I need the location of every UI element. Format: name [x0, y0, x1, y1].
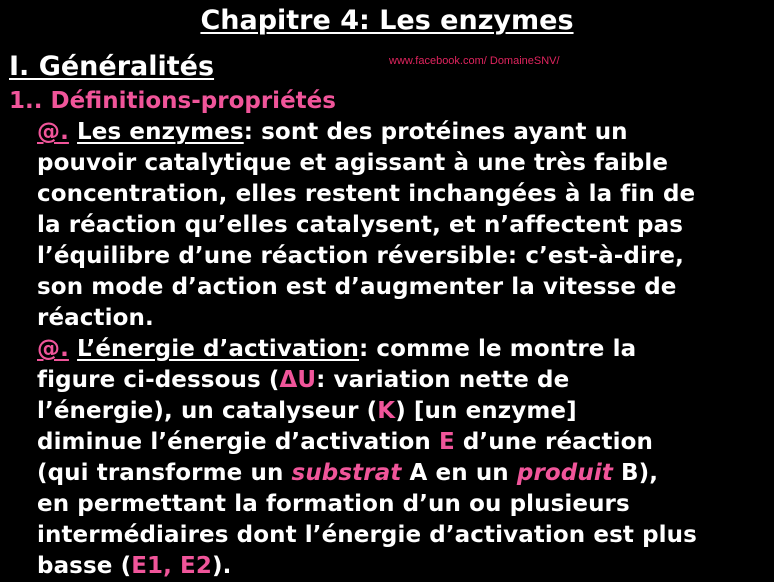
line-text: basse (	[37, 553, 132, 579]
line-text: (qui transforme un	[37, 460, 292, 486]
paragraph-line	[37, 458, 772, 489]
chapter-title-text: Chapitre 4: Les enzymes	[200, 5, 574, 36]
section-heading: I. Généralités	[9, 51, 215, 82]
substrat-term: substrat	[291, 460, 402, 486]
paragraph-line	[37, 551, 772, 582]
paragraph-line	[37, 396, 772, 427]
enzymes-definition-paragraph	[37, 117, 772, 334]
line-text: en un	[427, 460, 517, 486]
product-b-symbol: B	[612, 460, 639, 486]
paragraph-line	[37, 117, 772, 148]
delta-u-symbol: ΔU	[279, 367, 317, 393]
term-activation-energy: L’énergie d’activation	[77, 336, 360, 362]
line-text: : sont des protéines ayant un	[243, 119, 628, 145]
facebook-watermark: www.facebook.com/ DomaineSNV/	[389, 55, 560, 67]
paragraph-line	[37, 427, 772, 458]
catalyst-k-symbol: K	[377, 398, 396, 424]
produit-term: produit	[516, 460, 613, 486]
line-text: ) [un enzyme]	[395, 398, 577, 424]
paragraph-line	[37, 365, 772, 396]
e1-e2-symbols: E1, E2	[131, 553, 212, 579]
activation-energy-paragraph	[37, 334, 772, 582]
chapter-title	[0, 4, 774, 38]
paragraph-line: son mode d’action est d’augmenter la vitesse de	[37, 274, 677, 300]
paragraph-line: concentration, elles restent inchangées à la fin de	[37, 181, 696, 207]
substrate-a-symbol: A	[401, 460, 428, 486]
line-text: diminue l’énergie d’activation	[37, 429, 439, 455]
paragraph-line: pouvoir catalytique et agissant à une très faible	[37, 150, 669, 176]
paragraph-line: en permettant la formation d’un ou plusieurs	[37, 491, 630, 517]
bullet-marker: @.	[37, 119, 69, 145]
line-text: : comme le montre la	[359, 336, 637, 362]
term-enzymes: Les enzymes	[77, 119, 244, 145]
subsection-heading: 1.. Définitions-propriétés	[9, 88, 336, 114]
paragraph-line: la réaction qu’elles catalysent, et n’affectent pas	[37, 212, 683, 238]
paragraph-line: réaction.	[37, 305, 154, 331]
line-text: : variation nette de	[316, 367, 570, 393]
line-text: figure ci-dessous (	[37, 367, 280, 393]
line-text: ),	[638, 460, 659, 486]
paragraph-line: intermédiaires dont l’énergie d’activation est plus	[37, 522, 697, 548]
paragraph-line	[37, 334, 772, 365]
line-text: l’énergie), un catalyseur (	[37, 398, 378, 424]
energy-e-symbol: E	[438, 429, 455, 455]
paragraph-line: l’équilibre d’une réaction réversible: c’est-à-dire,	[37, 243, 684, 269]
line-text: d’une réaction	[454, 429, 653, 455]
line-text: ).	[211, 553, 232, 579]
bullet-marker: @.	[37, 336, 69, 362]
